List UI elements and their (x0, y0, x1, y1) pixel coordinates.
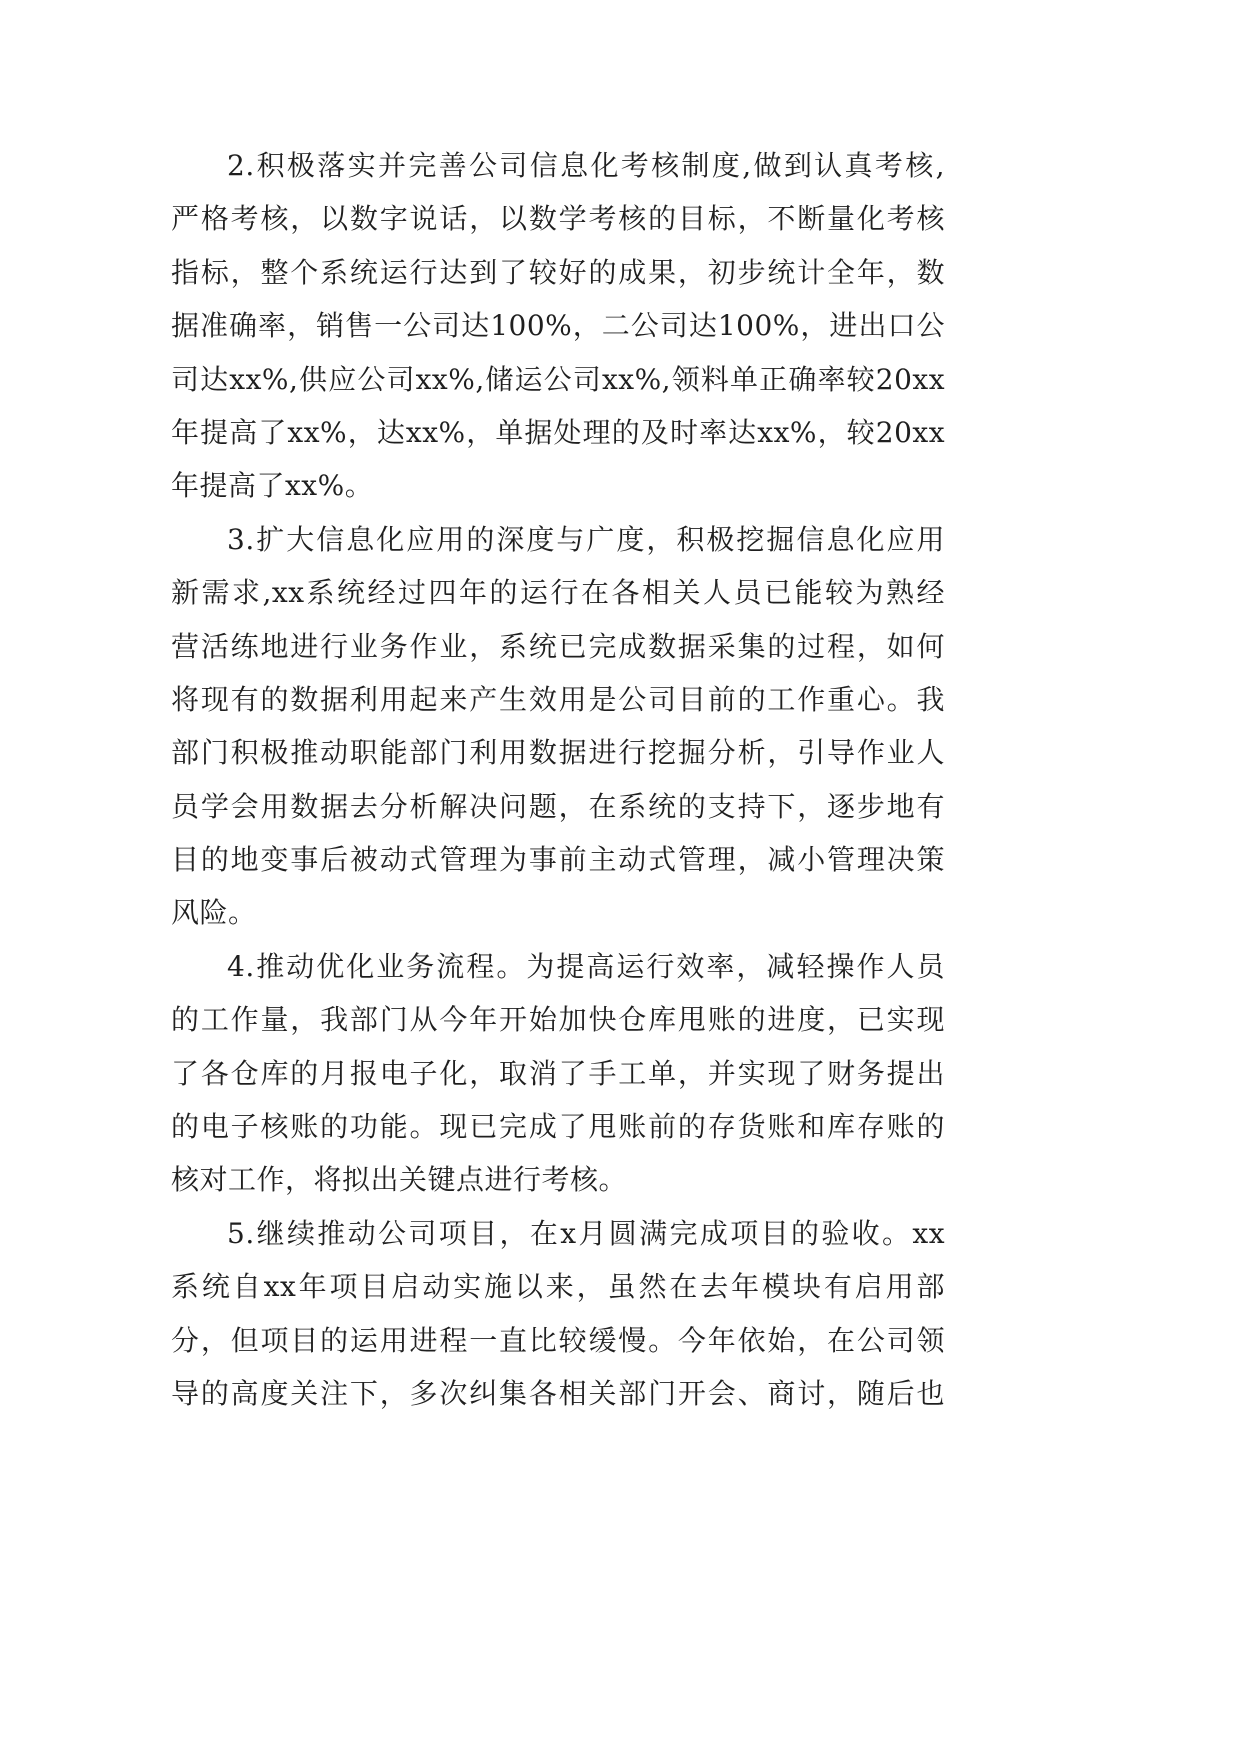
text-line: 2.积极落实并完善公司信息化考核制度,做到认真考核, (227, 149, 945, 182)
text-line: 年提高了xx%。 (171, 469, 374, 503)
paragraph-5 (171, 1207, 945, 1421)
text-line: 分，但项目的运用进程一直比较缓慢。今年依始，在公司领 (171, 1323, 945, 1357)
text-line: 4.推动优化业务流程。为提高运行效率，减轻操作人员 (227, 949, 945, 983)
text-line: 5.继续推动公司项目，在x月圆满完成项目的验收。xx (227, 1216, 945, 1250)
text-line: 部门积极推动职能部门利用数据进行挖掘分析，引导作业人 (171, 736, 945, 770)
text-line: 年提高了xx%，达xx%，单据处理的及时率达xx%，较20xx (171, 415, 945, 449)
text-line: 3.扩大信息化应用的深度与广度，积极挖掘信息化应用 (227, 522, 945, 556)
text-line: 严格考核，以数字说话，以数学考核的目标，不断量化考核 (171, 202, 945, 236)
text-line: 导的高度关注下，多次纠集各相关部门开会、商讨，随后也 (171, 1376, 945, 1410)
document-body (171, 139, 945, 1420)
text-line: 营活练地进行业务作业，系统已完成数据采集的过程，如何 (171, 629, 945, 663)
text-line: 员学会用数据去分析解决问题，在系统的支持下，逐步地有 (171, 789, 945, 823)
paragraph-2 (171, 139, 945, 513)
paragraph-3 (171, 513, 945, 940)
paragraph-4 (171, 940, 945, 1207)
text-line: 据准确率，销售一公司达100%，二公司达100%，进出口公 (171, 309, 945, 343)
text-line: 了各仓库的月报电子化，取消了手工单，并实现了财务提出 (171, 1056, 945, 1090)
text-line: 新需求,xx系统经过四年的运行在各相关人员已能较为熟经 (171, 576, 945, 610)
text-line: 的电子核账的功能。现已完成了甩账前的存货账和库存账的 (171, 1110, 945, 1144)
text-line: 核对工作，将拟出关键点进行考核。 (171, 1163, 628, 1197)
text-line: 目的地变事后被动式管理为事前主动式管理，减小管理决策 (171, 843, 945, 877)
text-line: 指标，整个系统运行达到了较好的成果，初步统计全年，数 (171, 255, 945, 289)
text-line: 风险。 (171, 896, 257, 930)
text-line: 将现有的数据利用起来产生效用是公司目前的工作重心。我 (171, 682, 945, 716)
text-line: 的工作量，我部门从今年开始加快仓库甩账的进度，已实现 (171, 1003, 945, 1037)
text-line: 系统自xx年项目启动实施以来，虽然在去年模块有启用部 (171, 1270, 945, 1304)
text-line: 司达xx%,供应公司xx%,储运公司xx%,领料单正确率较20xx (171, 362, 945, 396)
